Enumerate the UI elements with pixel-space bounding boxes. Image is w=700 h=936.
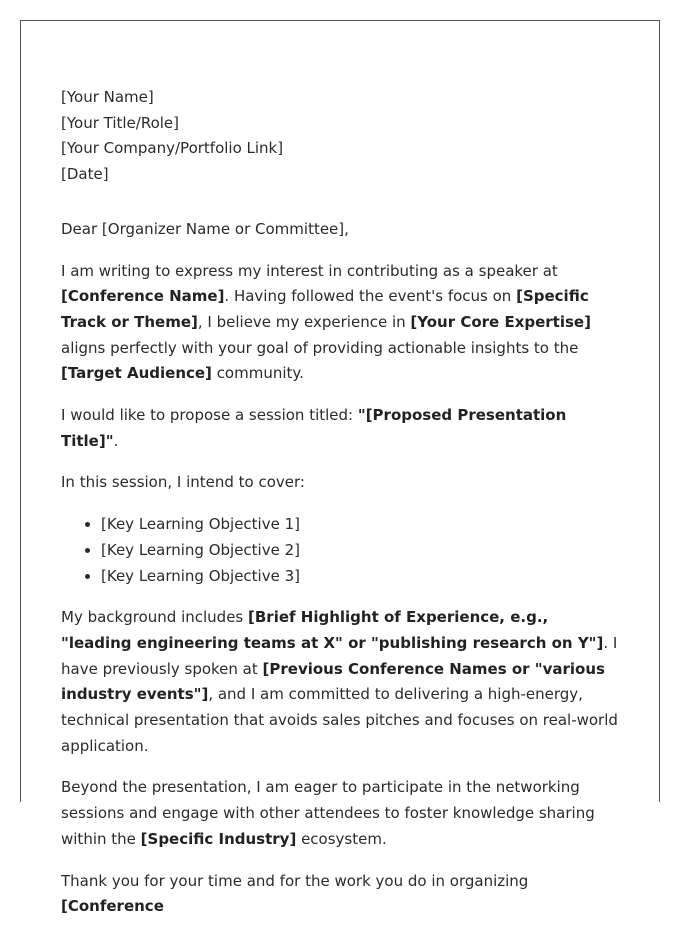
target-audience-placeholder: [Target Audience] (61, 364, 212, 383)
intro-paragraph (61, 259, 621, 388)
salutation: Dear [Organizer Name or Committee], (61, 219, 349, 238)
intro-text-4: aligns perfectly with your goal of providing actionable insights to the (61, 338, 579, 357)
letter-body (61, 85, 621, 936)
experience-highlight-placeholder: [Brief Highlight of Experience, e.g., "leading engineering teams at X" or "publishing research on Y"] (61, 608, 604, 652)
sender-company-link: [Your Company/Portfolio Link] (61, 139, 284, 158)
sender-info (61, 85, 621, 188)
intro-text-3: , I believe my experience in (197, 312, 411, 331)
background-text-2: . I have previously spoken at (61, 633, 618, 678)
proposal-text-1: I would like to propose a session titled: (61, 406, 358, 425)
proposal-paragraph (61, 403, 621, 454)
intro-text-1: I am writing to express my interest in contributing as a speaker at (61, 261, 558, 280)
background-paragraph (61, 605, 621, 759)
sender-name: [Your Name] (61, 88, 154, 106)
letter-page (20, 20, 660, 916)
conference-name-placeholder: [Conference Name] (61, 287, 225, 306)
networking-text-1: Beyond the presentation, I am eager to participate in the networking sessions and engage with other attendees to foster knowledge sharing within the (61, 778, 595, 848)
closing-paragraph (61, 869, 621, 920)
presentation-title-placeholder: "[Proposed Presentation Title]" (61, 406, 567, 450)
background-text-3: , and I am committed to delivering a high-energy, technical presentation that avoids sales pitches and focuses on real-world application. (61, 685, 618, 755)
letter-date: [Date] (61, 165, 109, 184)
core-expertise-placeholder: [Your Core Expertise] (410, 312, 591, 331)
networking-paragraph (61, 775, 621, 852)
list-item: • [Key Learning Objective 2] (101, 538, 621, 564)
networking-text-2: ecosystem. (296, 829, 387, 848)
list-item: • [Key Learning Objective 3] (101, 564, 621, 590)
proposal-text-2: . (113, 431, 119, 450)
track-theme-placeholder: [Specific Track or Theme] (61, 287, 589, 331)
intro-text-5: community. (211, 364, 304, 383)
closing-conference-placeholder: [Conference (61, 897, 164, 916)
sender-title-role: [Your Title/Role] (61, 113, 180, 132)
background-text-1: My background includes (61, 608, 249, 627)
closing-text-1: Thank you for your time and for the work you do in organizing (61, 871, 529, 890)
cover-intro: In this session, I intend to cover: (61, 473, 305, 492)
objectives-list (61, 512, 621, 589)
previous-conferences-placeholder: [Previous Conference Names or "various industry events"] (61, 659, 605, 704)
intro-text-2: . Having followed the event's focus on (224, 287, 517, 306)
specific-industry-placeholder: [Specific Industry] (140, 829, 297, 848)
list-item: • [Key Learning Objective 1] (101, 512, 621, 538)
